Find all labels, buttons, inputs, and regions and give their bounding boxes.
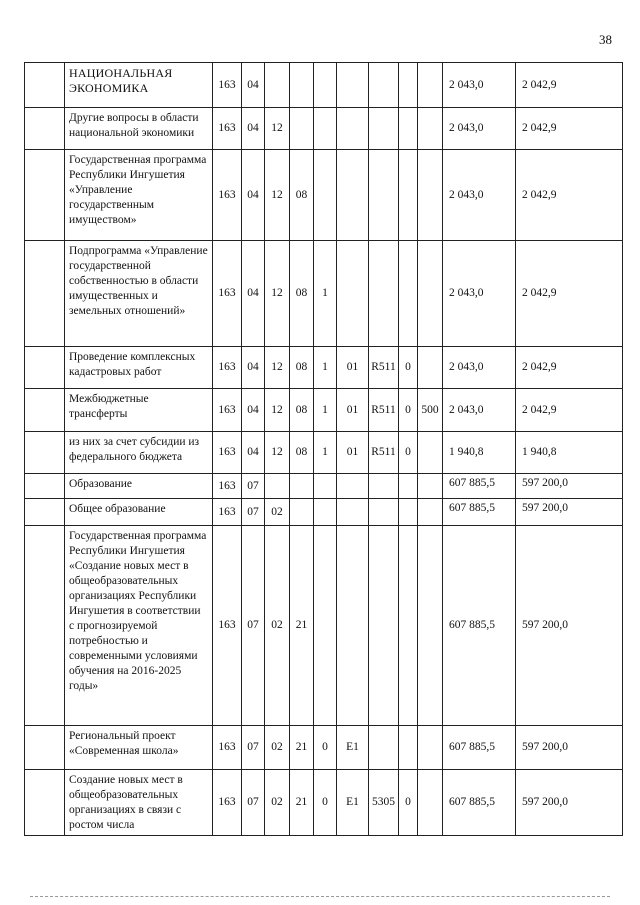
code-cell [418,108,443,150]
code-cell: 500 [418,389,443,432]
code-cell: 07 [242,474,265,499]
table-row [25,526,623,726]
table-row [25,108,623,150]
table-row [25,726,623,770]
code-cell: 163 [213,241,242,347]
amount-cell: 607 885,5 [443,526,516,726]
code-cell: 163 [213,499,242,526]
code-cell [399,63,418,108]
amount-cell: 607 885,5 [443,726,516,770]
amount-cell: 597 200,0 [516,726,623,770]
code-cell: 07 [242,726,265,770]
code-cell: 07 [242,770,265,836]
amount-cell: 2 042,9 [516,241,623,347]
amount-cell: 2 042,9 [516,150,623,241]
code-cell: 0 [399,389,418,432]
amount-cell: 2 043,0 [443,150,516,241]
code-cell [337,108,369,150]
code-cell [337,150,369,241]
code-cell [399,108,418,150]
table-row [25,389,623,432]
row-name: из них за счет субсидии из федерального бюджета [65,432,213,474]
row-name: Другие вопросы в области национальной экономики [65,108,213,150]
code-cell: 21 [290,526,314,726]
code-cell: 12 [265,389,290,432]
code-cell [337,474,369,499]
code-cell: 01 [337,389,369,432]
blank-cell [25,726,65,770]
row-name: Межбюджетные трансферты [65,389,213,432]
table-body [25,63,623,836]
code-cell: 163 [213,526,242,726]
blank-cell [25,150,65,241]
code-cell: 1 [314,241,337,347]
row-name: Региональный проект «Современная школа» [65,726,213,770]
table-row [25,432,623,474]
code-cell: 0 [399,770,418,836]
amount-cell: 597 200,0 [516,499,623,526]
amount-cell: 2 043,0 [443,347,516,389]
code-cell [369,474,399,499]
table-row [25,770,623,836]
budget-table [24,62,623,836]
blank-cell [25,474,65,499]
code-cell [418,241,443,347]
row-name: Проведение комплексных кадастровых работ [65,347,213,389]
code-cell: 1 [314,432,337,474]
code-cell: 163 [213,347,242,389]
code-cell [337,499,369,526]
code-cell: 08 [290,150,314,241]
code-cell [290,474,314,499]
code-cell: 04 [242,389,265,432]
row-name: Общее образование [65,499,213,526]
code-cell: 12 [265,432,290,474]
blank-cell [25,389,65,432]
amount-cell: 2 042,9 [516,63,623,108]
amount-cell: 2 043,0 [443,108,516,150]
table-row [25,241,623,347]
code-cell [418,726,443,770]
code-cell: 02 [265,499,290,526]
code-cell: 163 [213,150,242,241]
code-cell [369,726,399,770]
code-cell [369,108,399,150]
row-name: НАЦИОНАЛЬНАЯ ЭКОНОМИКА [65,63,213,108]
code-cell: 163 [213,770,242,836]
amount-cell: 2 043,0 [443,241,516,347]
amount-cell: 2 042,9 [516,347,623,389]
code-cell: 163 [213,432,242,474]
page-number: 38 [599,32,612,47]
blank-cell [25,432,65,474]
table-row [25,347,623,389]
blank-cell [25,499,65,526]
code-cell [290,63,314,108]
code-cell [418,770,443,836]
blank-cell [25,347,65,389]
code-cell: 08 [290,241,314,347]
code-cell [399,526,418,726]
amount-cell: 597 200,0 [516,526,623,726]
code-cell [418,499,443,526]
code-cell: 1 [314,389,337,432]
code-cell [314,150,337,241]
code-cell [314,499,337,526]
code-cell: 12 [265,150,290,241]
table-row [25,150,623,241]
code-cell: 02 [265,726,290,770]
code-cell [337,241,369,347]
amount-cell: 2 043,0 [443,389,516,432]
code-cell: 04 [242,150,265,241]
code-cell: 12 [265,347,290,389]
code-cell: 04 [242,108,265,150]
code-cell [418,432,443,474]
code-cell [399,241,418,347]
code-cell: 01 [337,347,369,389]
code-cell: 0 [399,347,418,389]
row-name: Образование [65,474,213,499]
code-cell [314,63,337,108]
code-cell: 04 [242,63,265,108]
code-cell [265,474,290,499]
code-cell [399,499,418,526]
code-cell: 02 [265,526,290,726]
code-cell: 04 [242,241,265,347]
row-name: Подпрограмма «Управление государственной собственностью в области имущественных и земельных отношений» [65,241,213,347]
code-cell [314,108,337,150]
table-row [25,474,623,499]
code-cell: 08 [290,389,314,432]
code-cell [418,526,443,726]
amount-cell: 597 200,0 [516,770,623,836]
code-cell [418,474,443,499]
code-cell [399,150,418,241]
amount-cell: 2 042,9 [516,389,623,432]
amount-cell: 597 200,0 [516,474,623,499]
code-cell [314,526,337,726]
row-name: Государственная программа Республики Ингушетия «Управление государственным имуществом» [65,150,213,241]
code-cell [399,474,418,499]
code-cell: 163 [213,726,242,770]
table-row [25,63,623,108]
code-cell [265,63,290,108]
code-cell: 1 [314,347,337,389]
code-cell [290,499,314,526]
footer-divider [30,896,610,897]
code-cell: 07 [242,499,265,526]
code-cell: 04 [242,347,265,389]
code-cell [369,63,399,108]
code-cell: E1 [337,726,369,770]
row-name: Государственная программа Республики Ингушетия «Создание новых мест в общеобразовательных организациях Республики Ингушетия в соответствии с прогнозируемой потребностью и современными условиями обучения на 2016-2025 годы» [65,526,213,726]
code-cell: 163 [213,63,242,108]
code-cell: 12 [265,108,290,150]
code-cell: 5305 [369,770,399,836]
code-cell: R511 [369,347,399,389]
amount-cell: 1 940,8 [516,432,623,474]
blank-cell [25,241,65,347]
code-cell: 0 [314,726,337,770]
code-cell [369,526,399,726]
code-cell: 07 [242,526,265,726]
code-cell [337,526,369,726]
code-cell: 12 [265,241,290,347]
code-cell: 04 [242,432,265,474]
code-cell: 21 [290,726,314,770]
code-cell: 08 [290,432,314,474]
code-cell [418,63,443,108]
code-cell [418,150,443,241]
code-cell [418,347,443,389]
blank-cell [25,526,65,726]
blank-cell [25,770,65,836]
code-cell: 08 [290,347,314,389]
code-cell: 163 [213,108,242,150]
code-cell [290,108,314,150]
amount-cell: 1 940,8 [443,432,516,474]
amount-cell: 607 885,5 [443,770,516,836]
code-cell: 21 [290,770,314,836]
code-cell [369,241,399,347]
code-cell: E1 [337,770,369,836]
code-cell: R511 [369,432,399,474]
amount-cell: 607 885,5 [443,499,516,526]
code-cell: 0 [314,770,337,836]
code-cell [314,474,337,499]
table-row [25,499,623,526]
code-cell: 0 [399,432,418,474]
code-cell [369,150,399,241]
code-cell [337,63,369,108]
code-cell: 01 [337,432,369,474]
blank-cell [25,108,65,150]
amount-cell: 2 043,0 [443,63,516,108]
code-cell: 02 [265,770,290,836]
row-name: Создание новых мест в общеобразовательных организациях в связи с ростом числа [65,770,213,836]
code-cell: 163 [213,474,242,499]
code-cell [369,499,399,526]
code-cell [399,726,418,770]
code-cell: R511 [369,389,399,432]
amount-cell: 607 885,5 [443,474,516,499]
code-cell: 163 [213,389,242,432]
amount-cell: 2 042,9 [516,108,623,150]
blank-cell [25,63,65,108]
